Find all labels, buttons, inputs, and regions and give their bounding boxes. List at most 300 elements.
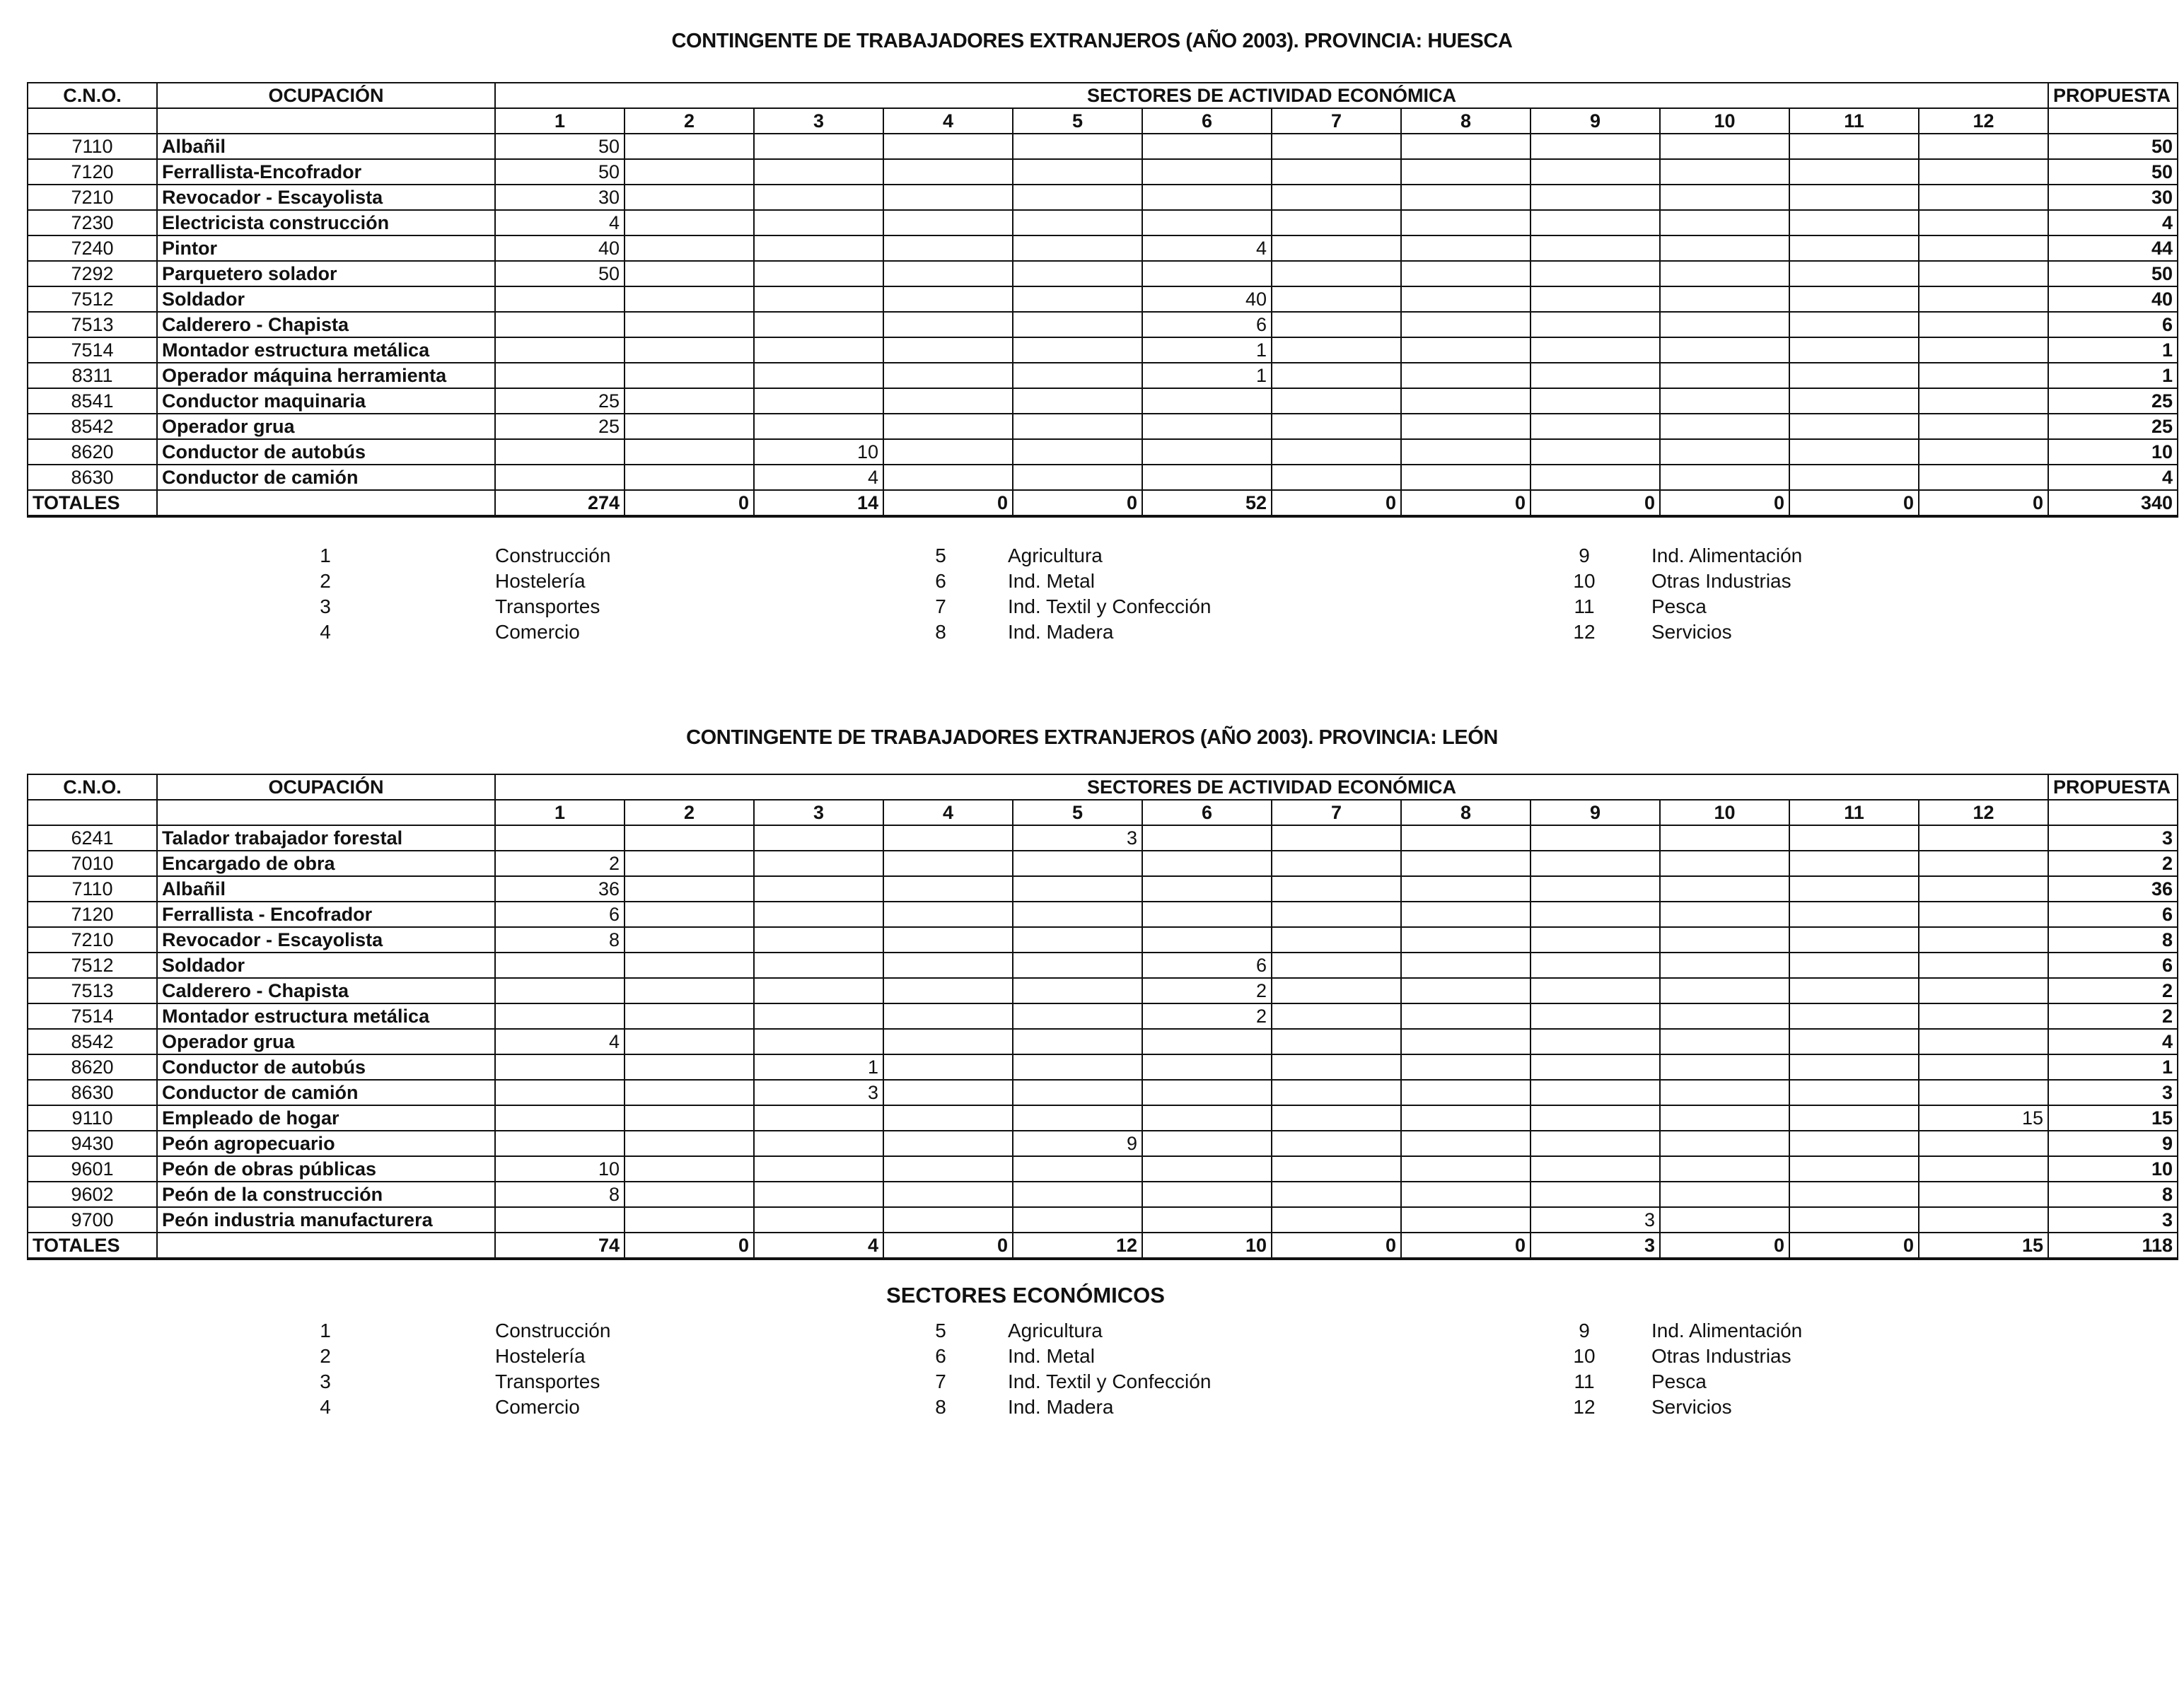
sector-number: 9 <box>1530 108 1660 134</box>
sector-value-cell <box>1142 439 1272 465</box>
sector-number: 11 <box>1789 108 1919 134</box>
sector-value-cell <box>1530 876 1660 902</box>
sector-value-cell <box>883 1054 1013 1080</box>
sector-value-cell <box>1919 1207 2048 1233</box>
sector-value-cell <box>754 876 883 902</box>
total-value-cell: 0 <box>883 490 1013 516</box>
sector-value-cell <box>1660 439 1789 465</box>
sector-value-cell <box>1401 235 1530 261</box>
sector-value-cell <box>1272 261 1401 286</box>
sector-value-cell <box>1401 134 1530 159</box>
sector-value-cell <box>883 825 1013 851</box>
ocupacion-cell: Parquetero solador <box>157 261 495 286</box>
table-row <box>28 1131 2178 1156</box>
sector-legend-name: Construcción <box>495 1320 611 1341</box>
sector-number: 3 <box>754 800 883 825</box>
sector-value-cell <box>1530 261 1660 286</box>
sector-value-cell <box>1013 337 1142 363</box>
sector-legend-number: 4 <box>320 1396 331 1418</box>
sector-value-cell: 15 <box>1919 1105 2048 1131</box>
sector-value-cell <box>1919 1182 2048 1207</box>
sector-value-cell <box>754 134 883 159</box>
sector-value-cell: 50 <box>495 159 625 185</box>
sector-value-cell <box>1401 1003 1530 1029</box>
propuesta-cell: 36 <box>2048 876 2178 902</box>
sector-number: 4 <box>883 108 1013 134</box>
sector-number: 10 <box>1660 800 1789 825</box>
sector-value-cell <box>883 388 1013 414</box>
sector-value-cell: 2 <box>1142 978 1272 1003</box>
sector-value-cell <box>1272 1003 1401 1029</box>
sector-value-cell <box>1142 388 1272 414</box>
sector-value-cell <box>754 159 883 185</box>
sector-legend-number: 8 <box>935 1396 946 1418</box>
ocupacion-cell: Albañil <box>157 876 495 902</box>
sector-value-cell <box>1660 1003 1789 1029</box>
sector-value-cell <box>1401 1131 1530 1156</box>
sector-legend-item <box>0 545 2184 570</box>
sector-value-cell <box>1401 312 1530 337</box>
sector-value-cell <box>1660 1080 1789 1105</box>
sector-value-cell <box>1660 1029 1789 1054</box>
sector-value-cell <box>625 1080 754 1105</box>
sector-legend-number: 12 <box>1573 1396 1596 1418</box>
cno-header: C.N.O. <box>28 774 157 800</box>
sector-value-cell <box>1401 185 1530 210</box>
cno-cell: 7110 <box>28 876 157 902</box>
sector-legend-name: Ind. Textil y Confección <box>1008 1370 1212 1392</box>
table-row <box>28 1080 2178 1105</box>
sector-value-cell <box>1142 927 1272 953</box>
ocupacion-cell: Conductor maquinaria <box>157 388 495 414</box>
sector-value-cell <box>1919 851 2048 876</box>
table-row <box>28 312 2178 337</box>
sector-value-cell: 50 <box>495 261 625 286</box>
sector-value-cell <box>1530 185 1660 210</box>
sector-value-cell <box>1919 465 2048 490</box>
sector-value-cell <box>1272 159 1401 185</box>
sector-value-cell <box>1401 286 1530 312</box>
sector-value-cell <box>1919 134 2048 159</box>
total-value-cell: 0 <box>1660 490 1789 516</box>
sector-value-cell <box>1272 1156 1401 1182</box>
sector-value-cell <box>625 363 754 388</box>
table-row <box>28 1003 2178 1029</box>
sector-value-cell <box>883 134 1013 159</box>
sector-value-cell <box>1401 851 1530 876</box>
sector-value-cell <box>1401 1080 1530 1105</box>
sector-value-cell <box>1272 185 1401 210</box>
sector-value-cell <box>495 439 625 465</box>
sector-value-cell <box>1660 927 1789 953</box>
sector-value-cell <box>1013 851 1142 876</box>
propuesta-cell: 44 <box>2048 235 2178 261</box>
sector-value-cell <box>1660 235 1789 261</box>
sector-value-cell <box>1401 363 1530 388</box>
sector-legend-name: Otras Industrias <box>1651 1345 1791 1367</box>
total-value-cell: 0 <box>1401 490 1530 516</box>
sector-value-cell <box>1142 465 1272 490</box>
sector-value-cell: 10 <box>495 1156 625 1182</box>
huesca-body <box>28 134 2178 516</box>
total-propuesta-cell: 118 <box>2048 1233 2178 1259</box>
sector-number: 2 <box>625 108 754 134</box>
sector-value-cell <box>1919 1054 2048 1080</box>
sector-value-cell <box>495 1207 625 1233</box>
sector-value-cell <box>625 134 754 159</box>
propuesta-cell: 9 <box>2048 1131 2178 1156</box>
sector-number: 9 <box>1530 800 1660 825</box>
sector-value-cell <box>1789 414 1919 439</box>
sector-value-cell <box>625 1131 754 1156</box>
propuesta-cell: 50 <box>2048 261 2178 286</box>
sector-value-cell <box>1013 261 1142 286</box>
sector-value-cell <box>754 312 883 337</box>
sector-value-cell <box>625 825 754 851</box>
sector-value-cell <box>625 902 754 927</box>
sector-legend-name: Transportes <box>495 595 600 617</box>
sector-legend-number: 11 <box>1574 595 1595 617</box>
table-row <box>28 953 2178 978</box>
total-value-cell: 0 <box>1660 1233 1789 1259</box>
cno-cell: 7513 <box>28 312 157 337</box>
cno-cell: 8311 <box>28 363 157 388</box>
cno-cell: 8542 <box>28 1029 157 1054</box>
sector-legend-name: Transportes <box>495 1370 600 1392</box>
sector-value-cell <box>1013 210 1142 235</box>
sector-value-cell <box>1530 210 1660 235</box>
sector-value-cell <box>1142 414 1272 439</box>
sector-value-cell <box>1660 978 1789 1003</box>
sector-value-cell: 50 <box>495 134 625 159</box>
sector-number-row <box>28 800 2178 825</box>
table-row <box>28 1054 2178 1080</box>
sector-legend-number: 11 <box>1574 1370 1595 1392</box>
sector-value-cell <box>1142 261 1272 286</box>
sector-value-cell <box>1530 1054 1660 1080</box>
sector-value-cell <box>1272 134 1401 159</box>
sector-value-cell <box>1013 159 1142 185</box>
total-value-cell: 4 <box>754 1233 883 1259</box>
sector-value-cell <box>883 1003 1013 1029</box>
ocupacion-cell: Revocador - Escayolista <box>157 927 495 953</box>
sector-value-cell <box>495 465 625 490</box>
sector-legend-name: Ind. Metal <box>1008 1345 1095 1367</box>
sector-value-cell <box>754 1105 883 1131</box>
sector-value-cell <box>1789 953 1919 978</box>
sector-value-cell <box>1660 1207 1789 1233</box>
sector-legend-name: Ind. Alimentación <box>1651 1320 1803 1341</box>
sector-value-cell <box>1142 1156 1272 1182</box>
sector-value-cell <box>1660 876 1789 902</box>
propuesta-cell: 50 <box>2048 159 2178 185</box>
sector-value-cell <box>1789 1003 1919 1029</box>
sector-value-cell <box>1272 902 1401 927</box>
propuesta-cell: 3 <box>2048 1207 2178 1233</box>
sector-value-cell <box>1530 337 1660 363</box>
sector-value-cell <box>1660 1054 1789 1080</box>
sector-value-cell <box>1272 1207 1401 1233</box>
total-value-cell: 0 <box>1789 1233 1919 1259</box>
propuesta-header: PROPUESTA <box>2048 774 2178 800</box>
sector-value-cell <box>625 1029 754 1054</box>
sector-value-cell <box>1013 1054 1142 1080</box>
sector-value-cell: 25 <box>495 388 625 414</box>
propuesta-cell: 50 <box>2048 134 2178 159</box>
sector-value-cell <box>1401 1029 1530 1054</box>
sector-number: 6 <box>1142 800 1272 825</box>
sector-value-cell <box>495 1080 625 1105</box>
table-row <box>28 235 2178 261</box>
sector-value-cell <box>1789 337 1919 363</box>
sector-legend-name: Ind. Madera <box>1008 1396 1114 1418</box>
sector-legend-number: 3 <box>320 595 331 617</box>
sector-value-cell <box>1789 927 1919 953</box>
table-row <box>28 1105 2178 1131</box>
total-value-cell: 0 <box>1919 490 2048 516</box>
table-row <box>28 902 2178 927</box>
sector-value-cell <box>1660 210 1789 235</box>
sector-value-cell <box>1660 1156 1789 1182</box>
sector-value-cell: 4 <box>495 210 625 235</box>
sector-value-cell <box>1789 825 1919 851</box>
table-row <box>28 1182 2178 1207</box>
sector-legend-name: Comercio <box>495 621 580 643</box>
sector-number: 5 <box>1013 800 1142 825</box>
sector-value-cell <box>1789 1054 1919 1080</box>
total-value-cell: 0 <box>1013 490 1142 516</box>
propuesta-cell: 15 <box>2048 1105 2178 1131</box>
sector-value-cell <box>625 235 754 261</box>
sector-value-cell <box>883 312 1013 337</box>
cno-cell: 9700 <box>28 1207 157 1233</box>
sector-legend-name: Ind. Metal <box>1008 570 1095 592</box>
sector-value-cell <box>1660 825 1789 851</box>
sector-value-cell <box>1530 1003 1660 1029</box>
blank-cell <box>157 1233 495 1259</box>
table-row <box>28 1156 2178 1182</box>
sector-value-cell <box>1013 1080 1142 1105</box>
total-value-cell: 0 <box>1401 1233 1530 1259</box>
sector-value-cell <box>1660 363 1789 388</box>
total-value-cell: 74 <box>495 1233 625 1259</box>
sector-value-cell <box>1272 978 1401 1003</box>
blank-cell <box>157 800 495 825</box>
sector-value-cell <box>1272 1105 1401 1131</box>
cno-header: C.N.O. <box>28 83 157 108</box>
sector-value-cell <box>1142 185 1272 210</box>
sector-value-cell <box>1401 1105 1530 1131</box>
sector-legend-item <box>0 570 2184 595</box>
sector-value-cell <box>1530 953 1660 978</box>
blank-cell <box>28 108 157 134</box>
sector-value-cell <box>495 286 625 312</box>
ocupacion-cell: Conductor de autobús <box>157 439 495 465</box>
sector-value-cell <box>1530 159 1660 185</box>
sector-value-cell <box>1530 1080 1660 1105</box>
leon-table <box>27 774 2178 1260</box>
sector-value-cell <box>495 312 625 337</box>
sector-value-cell <box>883 465 1013 490</box>
sector-value-cell: 3 <box>1530 1207 1660 1233</box>
propuesta-cell: 30 <box>2048 185 2178 210</box>
sector-number: 12 <box>1919 800 2048 825</box>
sector-value-cell <box>625 286 754 312</box>
sector-value-cell <box>1272 210 1401 235</box>
sector-value-cell <box>1530 465 1660 490</box>
sector-legend-name: Servicios <box>1651 1396 1732 1418</box>
propuesta-cell: 6 <box>2048 312 2178 337</box>
sector-number: 4 <box>883 800 1013 825</box>
table-row <box>28 210 2178 235</box>
totals-label: TOTALES <box>28 1233 157 1259</box>
sector-value-cell <box>883 210 1013 235</box>
sector-value-cell <box>754 261 883 286</box>
sector-value-cell <box>754 1207 883 1233</box>
total-value-cell: 0 <box>1789 490 1919 516</box>
sector-value-cell: 30 <box>495 185 625 210</box>
sector-value-cell <box>883 851 1013 876</box>
sector-legend-item <box>0 595 2184 621</box>
sector-value-cell <box>1272 312 1401 337</box>
sector-value-cell <box>1789 439 1919 465</box>
sector-value-cell <box>1272 927 1401 953</box>
sector-value-cell <box>883 235 1013 261</box>
total-value-cell: 0 <box>625 1233 754 1259</box>
sector-value-cell <box>1142 1029 1272 1054</box>
sector-legend-number: 7 <box>935 1370 946 1392</box>
propuesta-cell: 25 <box>2048 414 2178 439</box>
cno-cell: 9110 <box>28 1105 157 1131</box>
sector-value-cell <box>1142 1207 1272 1233</box>
sector-legend-name: Pesca <box>1651 595 1707 617</box>
sector-value-cell <box>1919 414 2048 439</box>
sector-value-cell: 2 <box>495 851 625 876</box>
propuesta-cell: 6 <box>2048 902 2178 927</box>
sector-value-cell <box>754 851 883 876</box>
sector-legend-number: 10 <box>1573 570 1596 592</box>
sector-value-cell <box>883 876 1013 902</box>
sector-number: 1 <box>495 108 625 134</box>
sector-value-cell <box>1789 851 1919 876</box>
sector-value-cell <box>1919 1080 2048 1105</box>
total-value-cell: 15 <box>1919 1233 2048 1259</box>
sector-value-cell: 3 <box>1013 825 1142 851</box>
sector-value-cell <box>1013 876 1142 902</box>
sector-value-cell <box>1401 927 1530 953</box>
sector-value-cell <box>625 927 754 953</box>
totals-row <box>28 490 2178 516</box>
sector-legend-number: 5 <box>935 1320 946 1341</box>
propuesta-cell: 1 <box>2048 363 2178 388</box>
sector-legend-number: 5 <box>935 545 946 566</box>
sector-legend-number: 2 <box>320 1345 331 1367</box>
sector-value-cell <box>1530 439 1660 465</box>
sector-value-cell <box>625 337 754 363</box>
sector-value-cell <box>754 825 883 851</box>
sectores-header: SECTORES DE ACTIVIDAD ECONÓMICA <box>495 774 2048 800</box>
sector-value-cell <box>1530 414 1660 439</box>
table-row <box>28 1207 2178 1233</box>
table-row <box>28 185 2178 210</box>
total-propuesta-cell: 340 <box>2048 490 2178 516</box>
ocupacion-cell: Calderero - Chapista <box>157 978 495 1003</box>
sector-value-cell <box>1789 261 1919 286</box>
propuesta-cell: 2 <box>2048 851 2178 876</box>
sector-value-cell <box>1142 1182 1272 1207</box>
sector-value-cell <box>1401 978 1530 1003</box>
propuesta-cell: 1 <box>2048 1054 2178 1080</box>
sector-value-cell <box>1013 1003 1142 1029</box>
sector-value-cell: 25 <box>495 414 625 439</box>
sector-value-cell <box>1660 337 1789 363</box>
sector-value-cell <box>1919 363 2048 388</box>
table-row <box>28 851 2178 876</box>
propuesta-cell: 8 <box>2048 1182 2178 1207</box>
sector-value-cell <box>1142 1080 1272 1105</box>
sector-value-cell <box>1789 876 1919 902</box>
table-row <box>28 439 2178 465</box>
ocupacion-cell: Operador grua <box>157 414 495 439</box>
sector-value-cell <box>1789 185 1919 210</box>
sector-value-cell <box>495 825 625 851</box>
sector-value-cell <box>1660 1131 1789 1156</box>
sector-value-cell <box>1919 1131 2048 1156</box>
cno-cell: 7240 <box>28 235 157 261</box>
sector-legend-name: Hostelería <box>495 570 586 592</box>
sector-value-cell: 9 <box>1013 1131 1142 1156</box>
ocupacion-header: OCUPACIÓN <box>157 83 495 108</box>
propuesta-cell: 10 <box>2048 1156 2178 1182</box>
sector-value-cell <box>1401 388 1530 414</box>
sector-number: 11 <box>1789 800 1919 825</box>
cno-cell: 9602 <box>28 1182 157 1207</box>
sector-value-cell <box>883 286 1013 312</box>
sector-value-cell <box>625 210 754 235</box>
propuesta-cell: 1 <box>2048 337 2178 363</box>
table-row <box>28 388 2178 414</box>
sector-value-cell: 4 <box>754 465 883 490</box>
sector-value-cell <box>1530 312 1660 337</box>
sector-value-cell: 40 <box>495 235 625 261</box>
sector-legend-name: Construcción <box>495 545 611 566</box>
sector-legend-name: Comercio <box>495 1396 580 1418</box>
sector-value-cell <box>1401 159 1530 185</box>
huesca-table <box>27 82 2178 518</box>
sector-value-cell <box>1013 414 1142 439</box>
sector-value-cell <box>495 1054 625 1080</box>
sector-legend-number: 7 <box>935 595 946 617</box>
sector-value-cell <box>1013 235 1142 261</box>
total-value-cell: 10 <box>1142 1233 1272 1259</box>
sector-value-cell <box>1530 825 1660 851</box>
sector-value-cell <box>1013 1105 1142 1131</box>
sector-value-cell <box>1401 1054 1530 1080</box>
sector-value-cell: 2 <box>1142 1003 1272 1029</box>
propuesta-cell: 10 <box>2048 439 2178 465</box>
sector-value-cell <box>1919 185 2048 210</box>
sector-value-cell <box>1013 185 1142 210</box>
sector-value-cell <box>1919 927 2048 953</box>
cno-cell: 8541 <box>28 388 157 414</box>
sector-number: 2 <box>625 800 754 825</box>
sector-value-cell <box>1919 439 2048 465</box>
sector-value-cell <box>1789 159 1919 185</box>
sector-value-cell <box>1401 1156 1530 1182</box>
table-row <box>28 978 2178 1003</box>
sector-value-cell <box>625 439 754 465</box>
sector-value-cell <box>1660 414 1789 439</box>
